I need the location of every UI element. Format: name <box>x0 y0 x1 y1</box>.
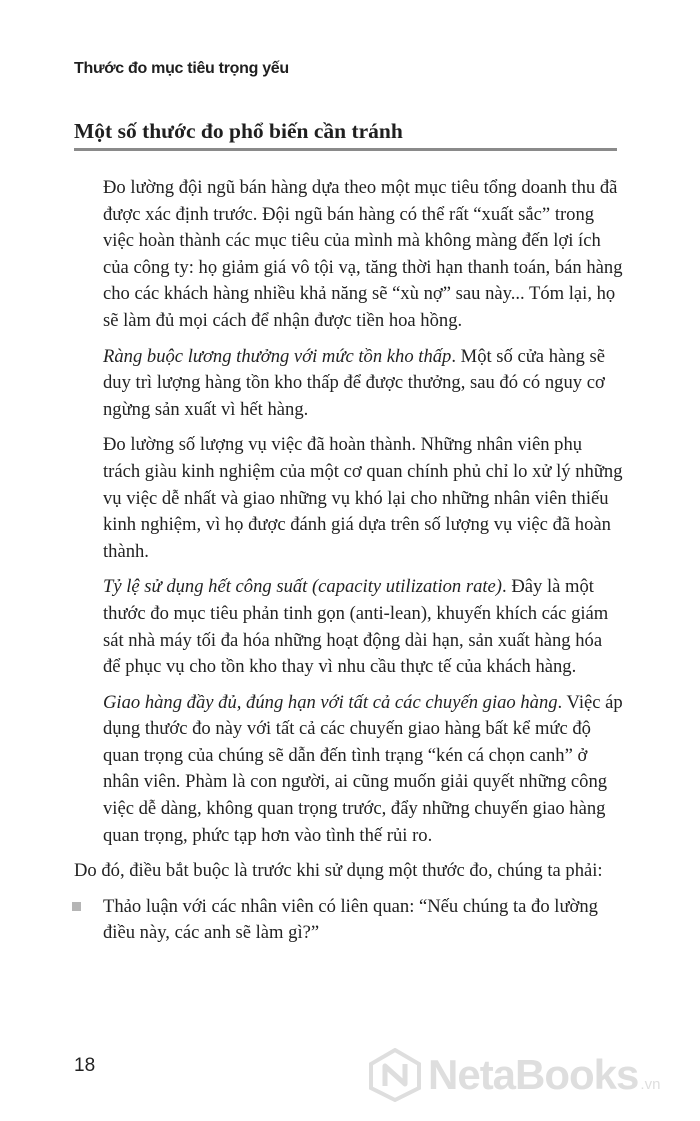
paragraph-capacity-utilization <box>103 574 623 680</box>
paragraph-lead: Ràng buộc lương thưởng với mức tồn kho thấp <box>103 345 452 367</box>
paragraph-rest: . Một số cửa hàng sẽ duy trì lượng hàng tồn kho thấp để được thưởng, sau đó có nguy cơ ngừng sản xuất vì hết hàng. <box>103 345 605 420</box>
watermark <box>368 1045 688 1105</box>
page-number: 18 <box>74 1055 96 1076</box>
watermark-suffix: .vn <box>640 1075 661 1093</box>
square-bullet-icon <box>72 902 81 911</box>
paragraph-low-inventory <box>103 344 623 424</box>
section-title: Một số thước đo phổ biến cần tránh <box>74 119 403 143</box>
running-head: Thước đo mục tiêu trọng yếu <box>74 60 289 77</box>
paragraph-closing: Do đó, điều bắt buộc là trước khi sử dụng một thước đo, chúng ta phải: <box>74 860 603 882</box>
paragraph-lead: Giao hàng đầy đủ, đúng hạn với tất cả các chuyến giao hàng <box>103 691 558 713</box>
paragraph-lead: Tỷ lệ sử dụng hết công suất (capacity utilization rate) <box>103 576 503 598</box>
title-rule <box>74 148 617 151</box>
paragraph-rest: . Việc áp dụng thước đo này với tất cả các chuyến giao hàng bất kể mức độ quan trọng của chúng sẽ dẫn đến tình trạng “kén cá chọn canh” ở nhân viên. Phàm là con người, ai cũng muốn giải quyết những công việc dễ dàng, không quan trọng trước, đẩy những chuyến giao hàng quan trọng, phức tạp hơn vào tình thế rủi ro. <box>103 691 623 846</box>
bullet-item <box>103 894 623 947</box>
paragraph-cases-completed: Đo lường số lượng vụ việc đã hoàn thành. Những nhân viên phụ trách giàu kinh nghiệm của một cơ quan chính phủ chỉ lo xử lý những vụ việc dễ nhất và giao những vụ khó lại cho những nhân viên thiếu kinh nghiệm, vì họ được đánh giá dựa trên số lượng vụ việc đã hoàn thành. <box>103 434 623 562</box>
bullet-text: Thảo luận với các nhân viên có liên quan: “Nếu chúng ta đo lường điều này, các anh sẽ làm gì?” <box>103 895 598 944</box>
paragraph-on-time-delivery <box>103 690 623 850</box>
paragraph-sales-targets: Đo lường đội ngũ bán hàng dựa theo một mục tiêu tổng doanh thu đã được xác định trước. Đội ngũ bán hàng có thể rất “xuất sắc” trong việc hoàn thành các mục tiêu của mình mà không màng đến lợi ích của công ty: họ giảm giá vô tội vạ, tăng thời hạn thanh toán, bán hàng cho các khách hàng nhiều khả năng sẽ “xù nợ” sau này... Tóm lại, họ sẽ làm đủ mọi cách để nhận được tiền hoa hồng. <box>103 177 623 331</box>
watermark-brand: NetaBooks <box>428 1051 639 1098</box>
paragraph-rest: . Đây là một thước đo mục tiêu phản tinh gọn (anti-lean), khuyến khích các giám sát nhà máy tối đa hóa những hoạt động dài hạn, sản xuất hàng hóa để phục vụ cho tồn kho thay vì nhu cầu thực tế của khách hàng. <box>103 576 609 678</box>
netabooks-logo-icon <box>368 1048 422 1102</box>
body-text <box>74 175 623 956</box>
